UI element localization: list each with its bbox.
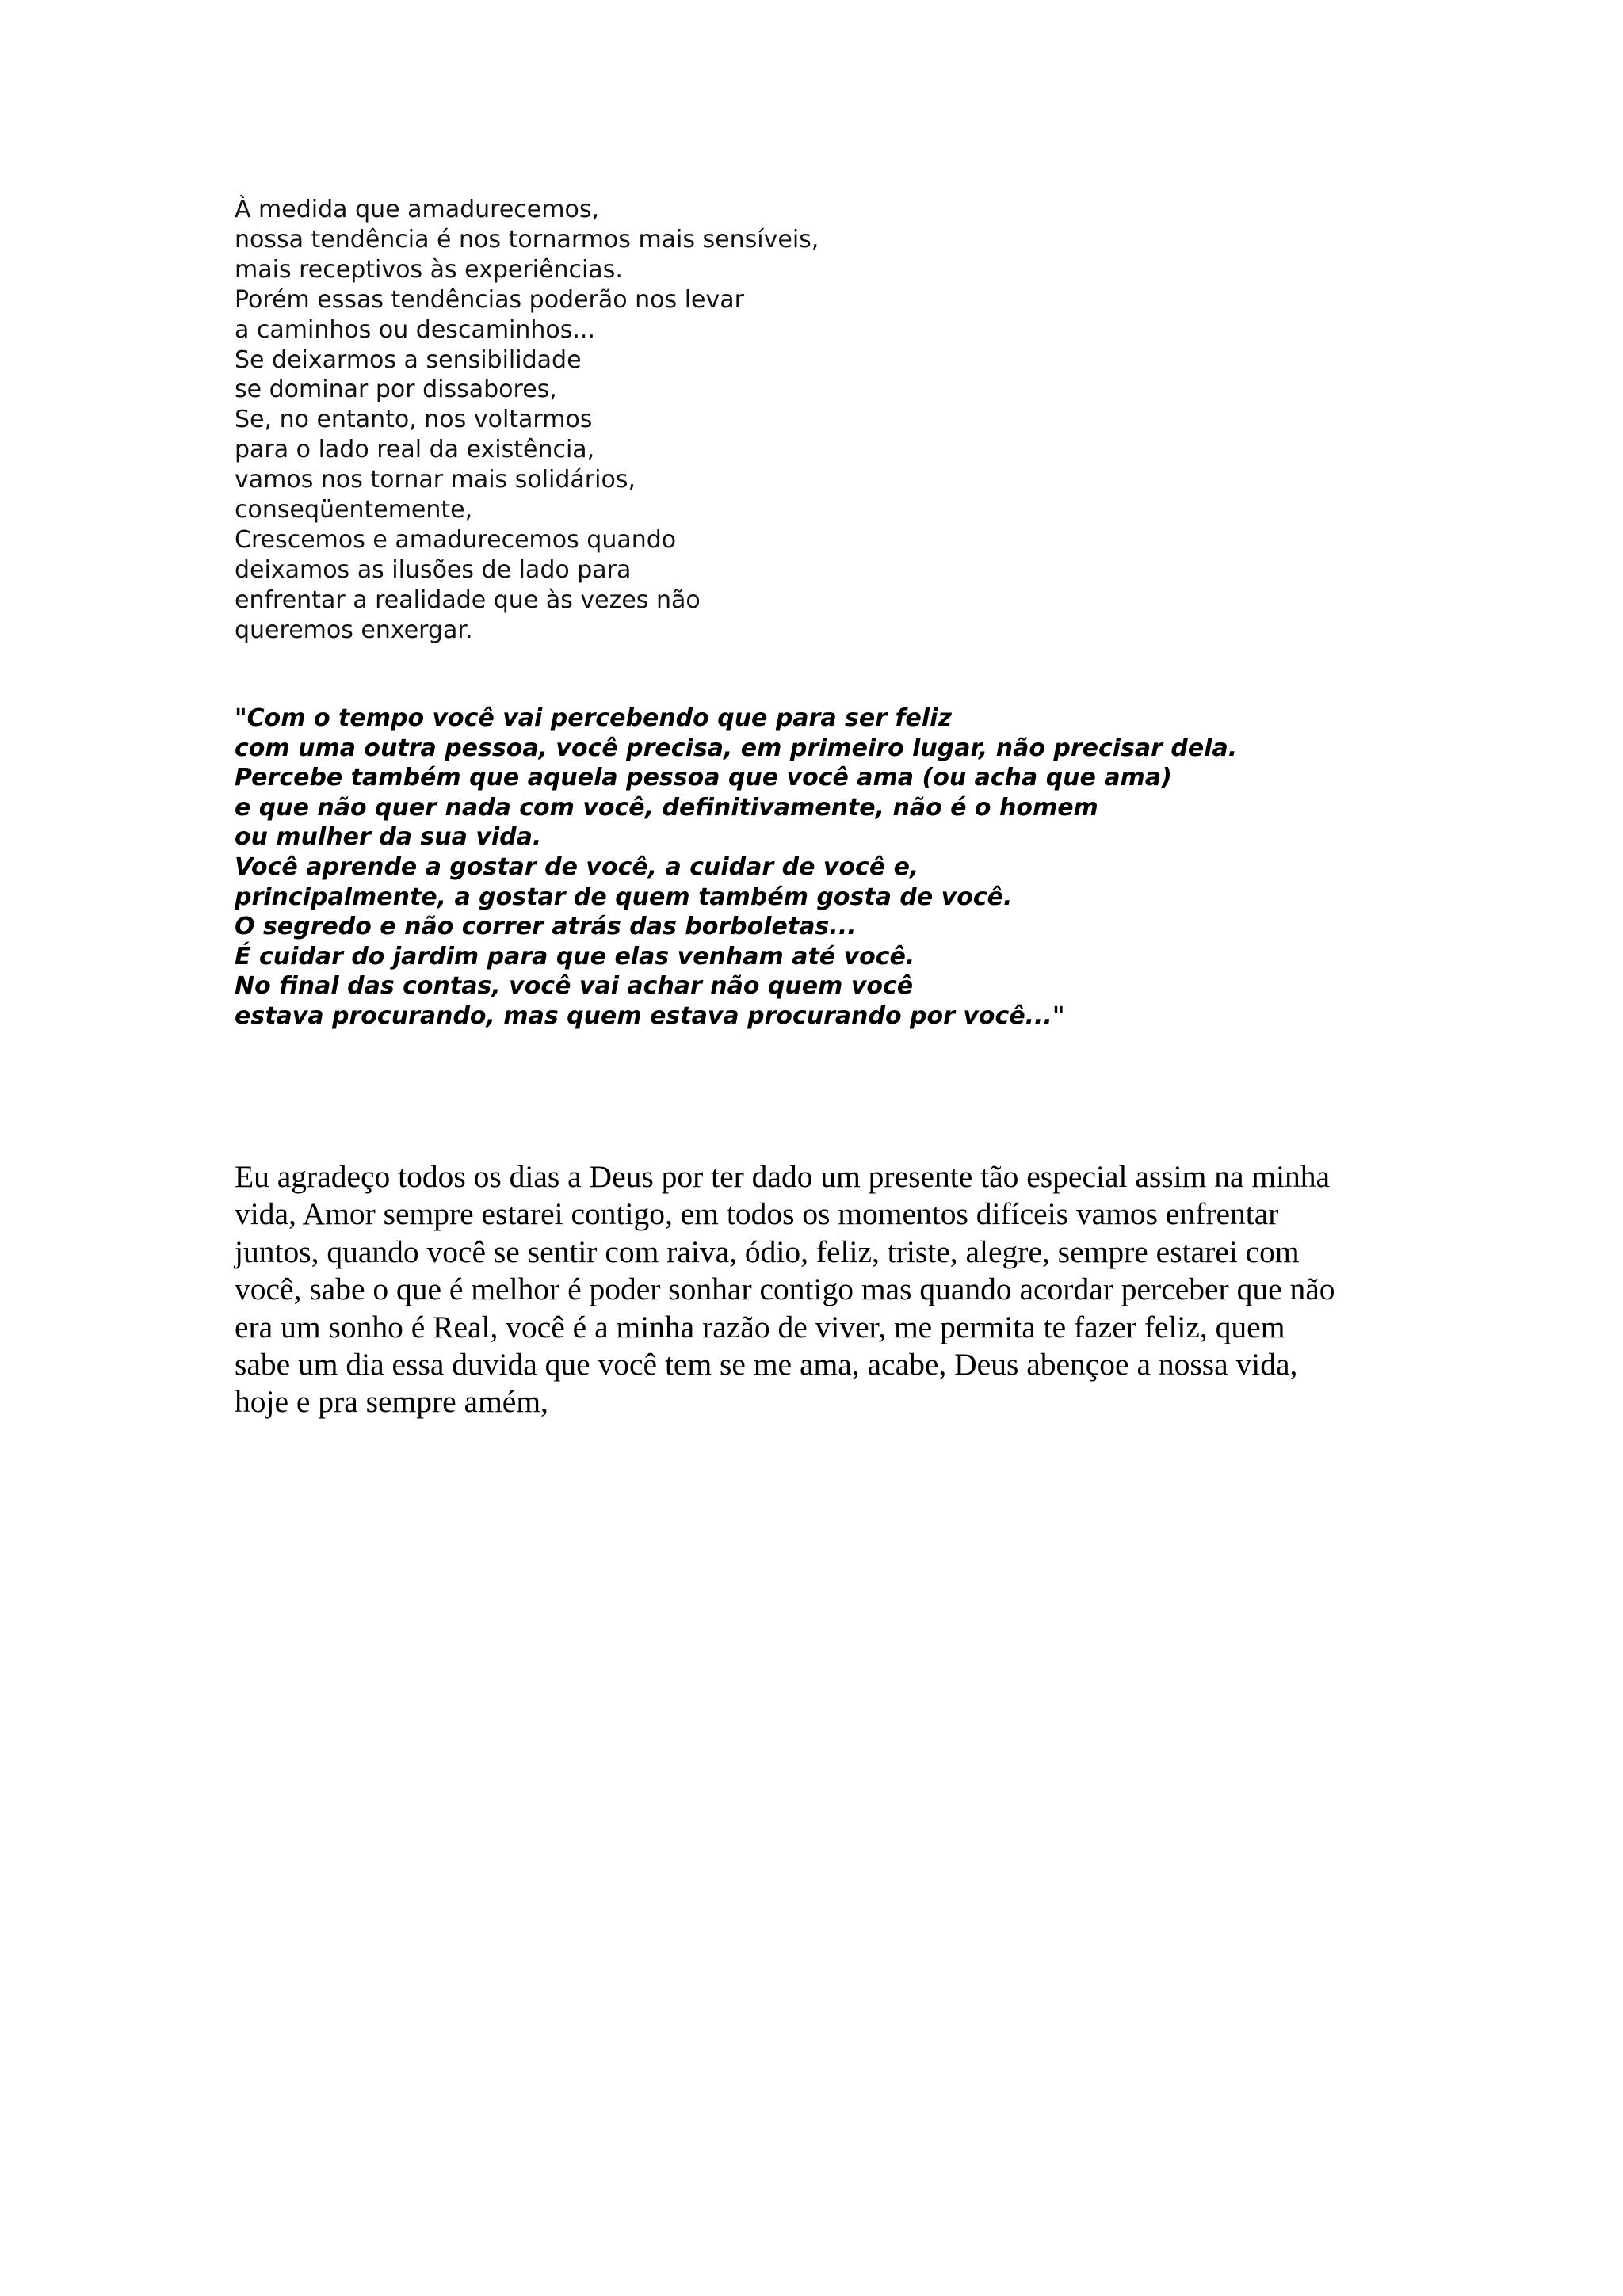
poem-line: vamos nos tornar mais solidários,	[235, 466, 636, 494]
poem-line: mais receptivos às experiências.	[235, 255, 623, 284]
quote-line: No final das contas, você vai achar não quem você	[235, 972, 914, 1001]
letter-line: juntos, quando você se sentir com raiva, ódio, feliz, triste, alegre, sempre estarei com	[235, 1234, 1300, 1269]
poem-line: Crescemos e amadurecemos quando	[235, 525, 677, 554]
quote-line: principalmente, a gostar de quem também gosta de você.	[235, 883, 1013, 911]
letter-paragraph	[235, 1158, 1415, 1421]
poem-line: conseqüentemente,	[235, 496, 473, 524]
poem-line: a caminhos ou descaminhos...	[235, 315, 595, 344]
quote-line: Percebe também que aquela pessoa que você ama (ou acha que ama)	[235, 764, 1172, 792]
poem-line: enfrentar a realidade que às vezes não	[235, 585, 701, 614]
letter-line: vida, Amor sempre estarei contigo, em todos os momentos difíceis vamos enfrentar	[235, 1196, 1279, 1232]
poem-line: se dominar por dissabores,	[235, 376, 557, 404]
poem-line: deixamos as ilusões de lado para	[235, 555, 632, 584]
poem-line: Se, no entanto, nos voltarmos	[235, 406, 593, 434]
quote-line: Você aprende a gostar de você, a cuidar de você e,	[235, 852, 919, 881]
poem-block	[235, 195, 1186, 646]
quote-block	[235, 704, 1423, 1032]
letter-line: você, sabe o que é melhor é poder sonhar contigo mas quando acordar perceber que não	[235, 1272, 1335, 1307]
quote-line: estava procurando, mas quem estava procurando por você..."	[235, 1001, 1065, 1030]
poem-line: nossa tendência é nos tornarmos mais sensíveis,	[235, 225, 819, 254]
quote-line: com uma outra pessoa, você precisa, em primeiro lugar, não precisar dela.	[235, 734, 1238, 762]
quote-line: É cuidar do jardim para que elas venham até você.	[235, 942, 915, 971]
quote-line: "Com o tempo você vai percebendo que para ser feliz	[235, 704, 952, 732]
poem-line: Se deixarmos a sensibilidade	[235, 345, 582, 374]
poem-line: queremos enxergar.	[235, 616, 473, 644]
poem-line: À medida que amadurecemos,	[235, 196, 600, 223]
quote-line: ou mulher da sua vida.	[235, 823, 542, 852]
letter-line: sabe um dia essa duvida que você tem se me ama, acabe, Deus abençoe a nossa vida,	[235, 1347, 1298, 1383]
letter-line: era um sonho é Real, você é a minha razão de viver, me permita te fazer feliz, quem	[235, 1309, 1285, 1344]
quote-line: O segredo e não correr atrás das borboletas...	[235, 913, 857, 941]
letter-line: hoje e pra sempre amém,	[235, 1384, 548, 1420]
letter-line: Eu agradeço todos os dias a Deus por ter dado um presente tão especial assim na minha	[235, 1159, 1331, 1194]
poem-line: Porém essas tendências poderão nos levar	[235, 285, 744, 314]
quote-line: e que não quer nada com você, definitivamente, não é o homem	[235, 793, 1098, 822]
poem-line: para o lado real da existência,	[235, 436, 595, 464]
